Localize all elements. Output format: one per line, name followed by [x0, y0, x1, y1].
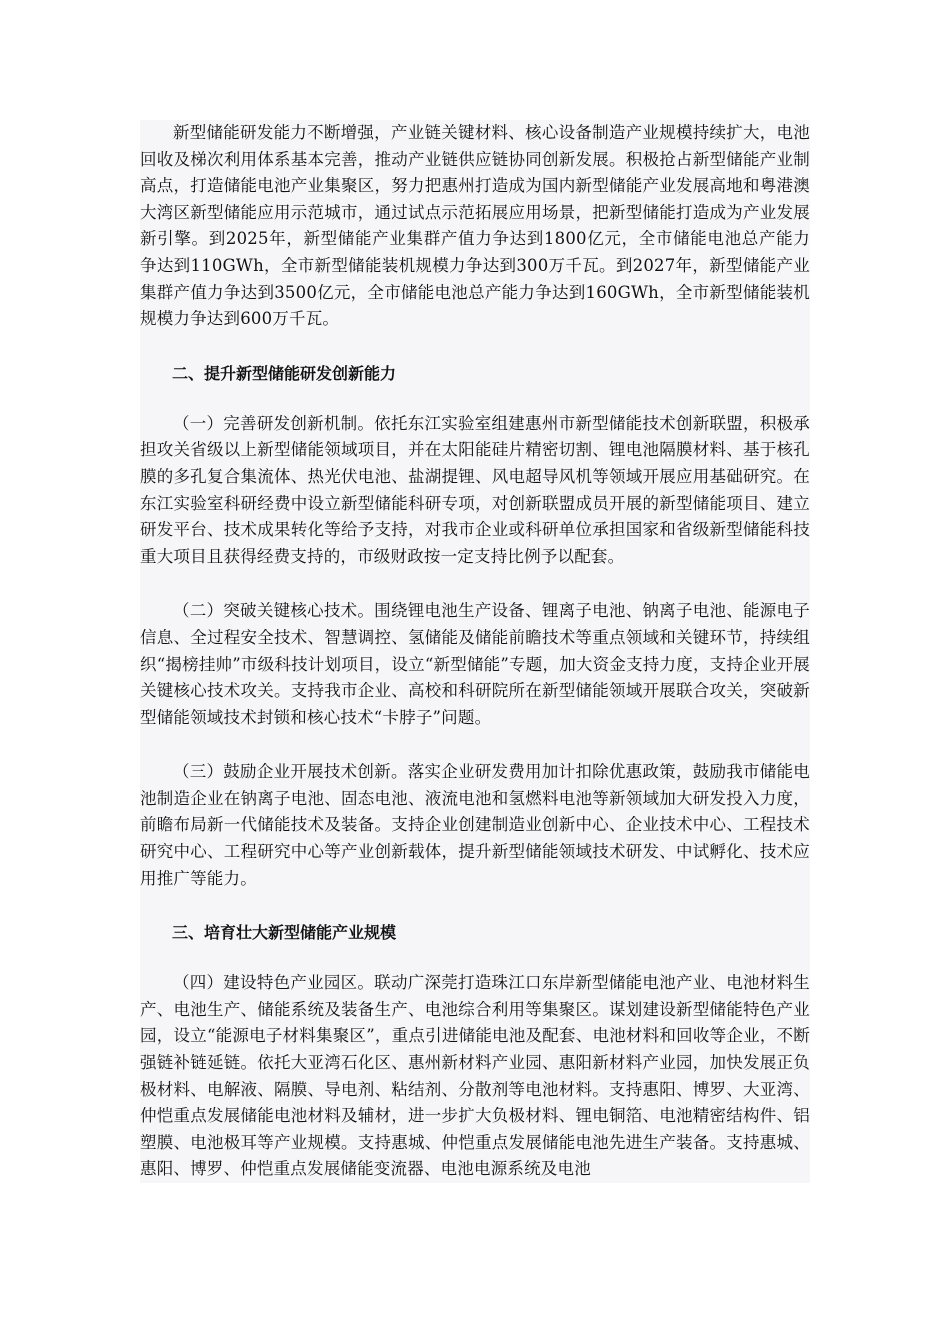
spacer: [140, 333, 810, 361]
spacer: [140, 892, 810, 920]
spacer: [140, 570, 810, 598]
document-body: [140, 120, 810, 1183]
spacer: [140, 387, 810, 411]
section-heading-3: 三、培育壮大新型储能产业规模: [172, 923, 397, 943]
paragraph-item-1: （一）完善研发创新机制。依托东江实验室组建惠州市新型储能技术创新联盟，积极承担攻关省级以上新型储能领域项目，并在太阳能硅片精密切割、锂电池隔膜材料、基于核孔膜的多孔复合集流体、热光伏电池、盐湖提锂、风电超导风机等领域开展应用基础研究。在东江实验室科研经费中设立新型储能科研专项，对创新联盟成员开展的新型储能项目、建立研发平台、技术成果转化等给予支持，对我市企业或科研单位承担国家和省级新型储能科技重大项目且获得经费支持的，市级财政按一定支持比例予以配套。: [140, 413, 810, 566]
intro-paragraph: 新型储能研发能力不断增强，产业链关键材料、核心设备制造产业规模持续扩大，电池回收及梯次利用体系基本完善，推动产业链供应链协同创新发展。积极抢占新型储能产业制高点，打造储能电池产业集聚区，努力把惠州打造成为国内新型储能产业发展高地和粤港澳大湾区新型储能应用示范城市，通过试点示范拓展应用场景，把新型储能打造成为产业发展新引擎。到2025年，新型储能产业集群产值力争达到1800亿元，全市储能电池总产能力争达到110GWh，全市新型储能装机规模力争达到300万千瓦。到2027年，新型储能产业集群产值力争达到3500亿元，全市储能电池总产能力争达到160GWh，全市新型储能装机规模力争达到600万千瓦。: [140, 123, 810, 329]
paragraph-item-2: （二）突破关键核心技术。围绕锂电池生产设备、锂离子电池、钠离子电池、能源电子信息、全过程安全技术、智慧调控、氢储能及储能前瞻技术等重点领域和关键环节，持续组织“揭榜挂帅”市级科技计划项目，设立“新型储能”专题，加大资金支持力度，支持企业开展关键核心技术攻关。支持我市企业、高校和科研院所在新型储能领域开展联合攻关，突破新型储能领域技术封锁和核心技术“卡脖子”问题。: [140, 601, 810, 727]
spacer: [140, 731, 810, 759]
spacer: [140, 946, 810, 970]
section-heading-2: 二、提升新型储能研发创新能力: [172, 363, 397, 383]
paragraph-item-4: （四）建设特色产业园区。联动广深莞打造珠江口东岸新型储能电池产业、电池材料生产、电池生产、储能系统及装备生产、电池综合利用等集聚区。谋划建设新型储能特色产业园，设立“能源电子材料集聚区”，重点引进储能电池及配套、电池材料和回收等企业，不断强链补链延链。依托大亚湾石化区、惠州新材料产业园、惠阳新材料产业园，加快发展正负极材料、电解液、隔膜、导电剂、粘结剂、分散剂等电池材料。支持惠阳、博罗、大亚湾、仲恺重点发展储能电池材料及辅材，进一步扩大负极材料、锂电铜箔、电池精密结构件、铝塑膜、电池极耳等产业规模。支持惠城、仲恺重点发展储能电池先进生产装备。支持惠城、惠阳、博罗、仲恺重点发展储能变流器、电池电源系统及电池: [140, 973, 810, 1179]
paragraph-item-3: （三）鼓励企业开展技术创新。落实企业研发费用加计扣除优惠政策，鼓励我市储能电池制造企业在钠离子电池、固态电池、液流电池和氢燃料电池等新领域加大研发投入力度，前瞻布局新一代储能技术及装备。支持企业创建制造业创新中心、企业技术中心、工程技术研究中心、工程研究中心等产业创新载体，提升新型储能领域技术研发、中试孵化、技术应用推广等能力。: [140, 762, 810, 888]
